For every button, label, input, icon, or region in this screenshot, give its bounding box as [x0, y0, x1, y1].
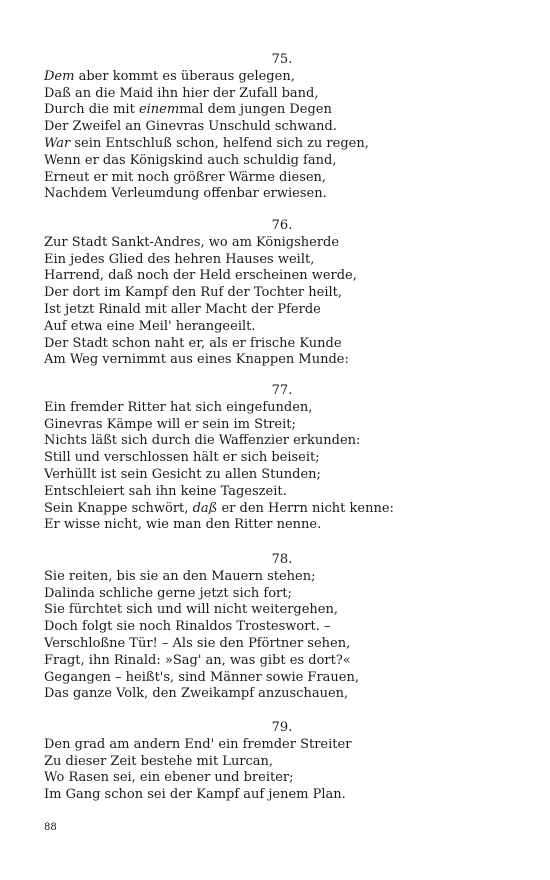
verse-line	[44, 619, 330, 635]
verse-text: Entschleiert sah ihn keine Tageszeit.	[44, 483, 287, 499]
italic-text: einem	[138, 102, 180, 118]
italic-text: daß	[192, 500, 218, 516]
verse-text: Auf etwa eine Meil' herangeeilt.	[44, 318, 256, 334]
verse-line	[44, 501, 394, 517]
verse-text: Ginevras Kämpe will er sein im Streit;	[44, 416, 296, 432]
verse-text: Dalinda schliche gerne jetzt sich fort;	[44, 585, 292, 601]
italic-text: Dem	[44, 68, 75, 84]
verse-line	[44, 400, 312, 416]
verse-line	[44, 302, 321, 318]
verse-text: Doch folgt sie noch Rinaldos Trosteswort. –	[44, 619, 331, 635]
verse-text: Der Stadt schon naht er, als er frische Kunde	[44, 335, 342, 351]
verse-line	[44, 636, 350, 652]
verse-text: Durch die mit	[44, 102, 139, 118]
verse-line	[44, 670, 359, 686]
verse-line	[44, 467, 321, 483]
verse-line	[44, 417, 296, 433]
verse-line	[44, 602, 338, 618]
verse-line	[44, 770, 294, 786]
verse-line	[44, 86, 319, 102]
verse-line	[44, 352, 349, 368]
stanza-number: 78.	[271, 552, 293, 567]
verse-text: Sie fürchtet sich und will nicht weitergehen,	[44, 602, 338, 618]
verse-text: Er wisse nicht, wie man den Ritter nenne.	[44, 517, 322, 533]
verse-line	[44, 119, 337, 135]
verse-text: Verschloßne Tür! – Als sie den Pförtner sehen,	[44, 636, 351, 651]
verse-text: mal dem jungen Degen	[179, 102, 332, 118]
verse-text: Den grad am andern End' ein fremder Streiter	[44, 736, 352, 752]
verse-line	[44, 285, 342, 301]
verse-text: Im Gang schon sei der Kampf auf jenem Plan.	[44, 787, 346, 803]
stanza-number: 76.	[271, 218, 293, 233]
verse-line	[44, 484, 287, 500]
stanza-number: 77.	[271, 383, 293, 398]
verse-line	[44, 433, 360, 449]
italic-text: War	[44, 136, 71, 151]
verse-line	[44, 252, 314, 268]
verse-line	[44, 450, 320, 466]
verse-text: Fragt, ihn Rinald: »Sag' an, was gibt es dort?«	[44, 652, 351, 668]
verse-line	[44, 336, 342, 352]
verse-line	[44, 153, 336, 169]
verse-text: Still und verschlossen hält er sich beiseit;	[44, 450, 320, 466]
verse-text: Erneut er mit noch größrer Wärme diesen,	[44, 169, 327, 185]
verse-line	[44, 754, 273, 770]
verse-text: Zu dieser Zeit bestehe mit Lurcan,	[44, 753, 274, 769]
verse-text: Wenn er das Königskind auch schuldig fand,	[44, 152, 337, 168]
verse-line	[44, 517, 321, 533]
verse-text: Der dort im Kampf den Ruf der Tochter heilt,	[44, 285, 342, 301]
stanza-number: 75.	[271, 52, 293, 67]
verse-line	[44, 69, 295, 85]
verse-text: Sie reiten, bis sie an den Mauern stehen;	[44, 568, 316, 584]
verse-text: Ein jedes Glied des hehren Hauses weilt,	[44, 251, 315, 267]
verse-text: Wo Rasen sei, ein ebener und breiter;	[44, 770, 294, 786]
verse-text: Das ganze Volk, den Zweikampf anzuschauen,	[44, 686, 349, 702]
verse-text: Ein fremder Ritter hat sich eingefunden,	[44, 399, 313, 415]
verse-line	[44, 737, 351, 753]
verse-line	[44, 235, 339, 251]
verse-line	[44, 186, 327, 202]
verse-text: aber kommt es überaus gelegen,	[74, 68, 295, 84]
stanza-number: 79.	[271, 720, 293, 735]
verse-line	[44, 102, 332, 118]
verse-line	[44, 686, 348, 702]
verse-line	[44, 653, 351, 669]
verse-text: Daß an die Maid ihn hier der Zufall band,	[44, 85, 319, 101]
verse-text: Der Zweifel an Ginevras Unschuld schwand.	[44, 119, 337, 135]
verse-text: sein Entschluß schon, helfend sich zu regen,	[70, 136, 369, 151]
verse-text: Am Weg vernimmt aus eines Knappen Munde:	[44, 352, 349, 368]
verse-line	[44, 319, 256, 335]
verse-line	[44, 268, 357, 284]
verse-text: Nachdem Verleumdung offenbar erwiesen.	[44, 186, 327, 202]
verse-line	[44, 170, 326, 186]
verse-text: Ist jetzt Rinald mit aller Macht der Pferde	[44, 302, 321, 317]
page-number: 88	[44, 822, 57, 833]
verse-line	[44, 569, 315, 585]
verse-text: Sein Knappe schwört,	[44, 500, 193, 516]
verse-text: Harrend, daß noch der Held erscheinen werde,	[44, 268, 357, 284]
verse-line	[44, 136, 369, 152]
verse-text: Zur Stadt Sankt-Andres, wo am Königsherde	[44, 234, 340, 250]
verse-line	[44, 586, 292, 602]
verse-text: Nichts läßt sich durch die Waffenzier erkunden:	[44, 433, 361, 449]
verse-text: Gegangen – heißt's, sind Männer sowie Frauen,	[44, 669, 359, 685]
verse-line	[44, 787, 346, 803]
verse-text: Verhüllt ist sein Gesicht zu allen Stunden;	[44, 467, 321, 482]
verse-text: er den Herrn nicht kenne:	[217, 500, 394, 516]
